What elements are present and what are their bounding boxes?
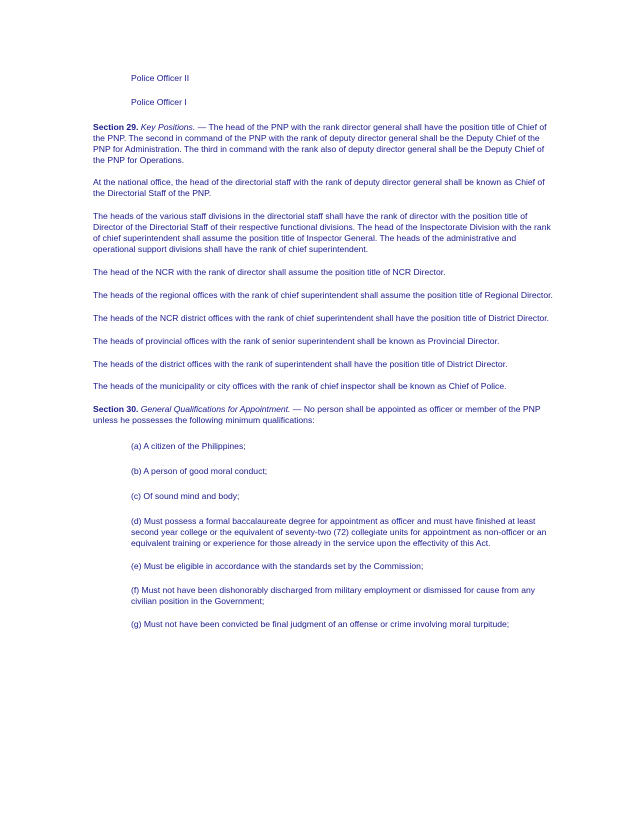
section-body: — No person shall be appointed as officer or member of the PNP unless he possesses the following minimum qualifications:	[93, 404, 541, 426]
body-paragraph: The heads of the district offices with the rank of superintendent shall have the position title of District Director.	[93, 358, 508, 369]
qualification-item: (d) Must possess a formal baccalaureate degree for appointment as officer and must have finished at least second year college or the equivalent of seventy-two (72) collegiate units for appointment as non-officer or an equivalent training or experience for those already in the service upon the effectivity of this Act.	[131, 515, 547, 548]
section-number: Section 29.	[93, 121, 139, 132]
body-paragraph: The heads of the regional offices with the rank of chief superintendent shall assume the position title of Regional Director.	[93, 289, 553, 300]
body-paragraph: The heads of the NCR district offices with the rank of chief superintendent shall have the position title of District Director.	[93, 312, 550, 323]
qualification-item: (b) A person of good moral conduct;	[131, 466, 268, 477]
body-paragraph: At the national office, the head of the directorial staff with the rank of deputy director general shall be known as Chief of the Directorial Staff of the PNP.	[93, 177, 545, 199]
body-paragraph: The heads of provincial offices with the rank of senior superintendent shall be known as Provincial Director.	[93, 335, 500, 346]
officer-rank-item: Police Officer II	[131, 73, 190, 83]
qualification-item: (g) Must not have been convicted be final judgment of an offense or crime involving moral turpitude;	[131, 619, 510, 630]
officer-rank-item: Police Officer I	[131, 96, 187, 107]
qualification-item: (c) Of sound mind and body;	[131, 490, 240, 501]
qualification-item: (a) A citizen of the Philippines;	[131, 441, 246, 452]
qualification-item: (e) Must be eligible in accordance with the standards set by the Commission;	[131, 560, 424, 571]
body-paragraph: The heads of the various staff divisions in the directorial staff shall have the rank of director with the position title of Director of the Directorial Staff of their respective functional divisions. The head of the Inspectorate Division with the rank of chief superintendent shall assume the position title of Inspector General. The heads of the administrative and operational support divisions shall have the rank of chief superintendent.	[93, 211, 551, 254]
section-title: General Qualifications for Appointment.	[140, 404, 291, 415]
section-title: Key Positions.	[140, 121, 196, 132]
qualification-item: (f) Must not have been dishonorably discharged from military employment or dismissed for cause from any civilian position in the Government;	[131, 585, 536, 607]
section-number: Section 30.	[93, 404, 139, 415]
section-30-paragraph	[93, 404, 553, 426]
section-29-paragraph	[93, 122, 553, 166]
section-body: — The head of the PNP with the rank director general shall have the position title of Chief of the PNP. The second in command of the PNP with the rank of deputy director general shall be the Deputy Chief of the PNP for Administration. The third in command with the rank also of deputy director general shall be the Deputy Chief of the PNP for Operations.	[93, 121, 547, 165]
body-paragraph: The heads of the municipality or city offices with the rank of chief inspector shall be known as Chief of Police.	[93, 381, 507, 392]
body-paragraph: The head of the NCR with the rank of director shall assume the position title of NCR Director.	[93, 266, 446, 277]
document-page	[93, 73, 553, 642]
